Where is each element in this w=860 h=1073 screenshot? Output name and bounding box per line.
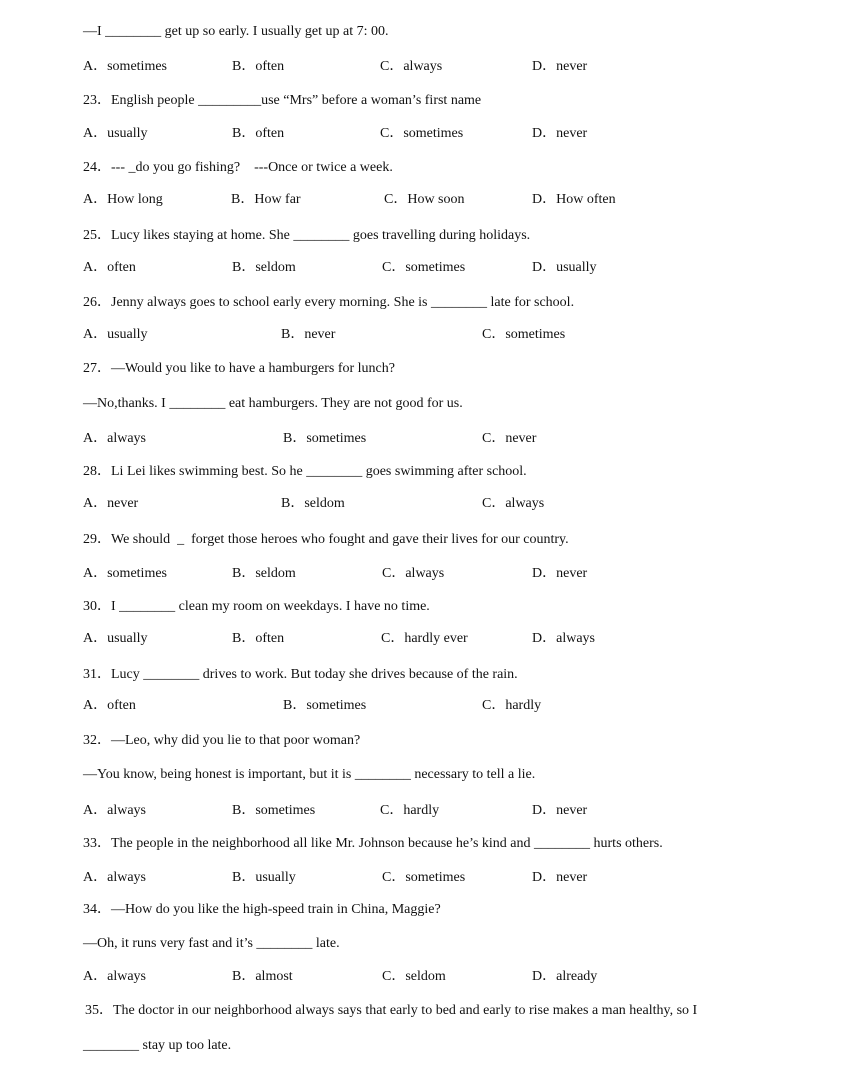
- option-b[interactable]: B．sometimes: [283, 431, 367, 446]
- options-32: [83, 802, 843, 820]
- option-b[interactable]: B．How far: [231, 192, 301, 207]
- question-30: 30．I ________ clean my room on weekdays. I have no time.: [83, 599, 430, 614]
- option-d[interactable]: D．never: [532, 870, 588, 885]
- option-b[interactable]: B．usually: [232, 870, 296, 885]
- option-a[interactable]: A．always: [83, 969, 146, 984]
- options-26: [83, 326, 843, 344]
- option-a[interactable]: A．always: [83, 803, 146, 818]
- option-c[interactable]: C．sometimes: [380, 126, 464, 141]
- option-a[interactable]: A．sometimes: [83, 59, 167, 74]
- option-a[interactable]: A．always: [83, 870, 146, 885]
- option-c[interactable]: C．always: [382, 566, 445, 581]
- option-b[interactable]: B．often: [232, 126, 285, 141]
- option-c[interactable]: C．never: [482, 431, 537, 446]
- option-d[interactable]: D．How often: [532, 192, 616, 207]
- option-a[interactable]: A．often: [83, 698, 136, 713]
- question-23: 23．English people _________use “Mrs” before a woman’s first name: [83, 93, 482, 108]
- question-32-reply: —You know, being honest is important, but it is ________ necessary to tell a lie.: [83, 767, 536, 782]
- option-b[interactable]: B．sometimes: [283, 698, 367, 713]
- question-34-reply: —Oh, it runs very fast and it’s ________ late.: [83, 936, 340, 951]
- question-29: 29．We should _ forget those heroes who fought and gave their lives for our country.: [83, 532, 569, 547]
- option-b[interactable]: B．seldom: [232, 260, 296, 275]
- option-c[interactable]: C．sometimes: [382, 260, 466, 275]
- question-28: 28．Li Lei likes swimming best. So he ________ goes swimming after school.: [83, 464, 527, 479]
- option-b[interactable]: B．almost: [232, 969, 293, 984]
- options-31: [83, 697, 843, 715]
- option-a[interactable]: A．usually: [83, 126, 148, 141]
- option-a[interactable]: A．How long: [83, 192, 163, 207]
- question-27: 27．—Would you like to have a hamburgers for lunch?: [83, 361, 395, 376]
- option-b[interactable]: B．often: [232, 631, 285, 646]
- option-b[interactable]: B．seldom: [232, 566, 296, 581]
- question-32: 32．—Leo, why did you lie to that poor woman?: [83, 733, 361, 748]
- question-26: 26．Jenny always goes to school early every morning. She is ________ late for school.: [83, 295, 575, 310]
- options-33: [83, 869, 843, 887]
- options-27: [83, 430, 843, 448]
- option-b[interactable]: B．seldom: [281, 496, 345, 511]
- question-31: 31．Lucy ________ drives to work. But today she drives because of the rain.: [83, 667, 518, 682]
- question-24: 24．--- _do you go fishing? ---Once or twice a week.: [83, 160, 393, 175]
- options-23: [83, 125, 843, 143]
- option-d[interactable]: D．never: [532, 126, 588, 141]
- option-c[interactable]: C．seldom: [382, 969, 446, 984]
- option-a[interactable]: A．never: [83, 496, 139, 511]
- option-a[interactable]: A．usually: [83, 631, 148, 646]
- question-27-reply: —No,thanks. I ________ eat hamburgers. They are not good for us.: [83, 396, 463, 411]
- option-a[interactable]: A．usually: [83, 327, 148, 342]
- option-d[interactable]: D．usually: [532, 260, 597, 275]
- option-d[interactable]: D．never: [532, 803, 588, 818]
- question-34: 34．—How do you like the high-speed train in China, Maggie?: [83, 902, 441, 917]
- option-b[interactable]: B．sometimes: [232, 803, 316, 818]
- options-29: [83, 565, 843, 583]
- option-c[interactable]: C．sometimes: [382, 870, 466, 885]
- options-24: [83, 191, 843, 209]
- option-c[interactable]: C．How soon: [384, 192, 465, 207]
- option-d[interactable]: D．never: [532, 59, 588, 74]
- question-35: 35．The doctor in our neighborhood always says that early to bed and early to rise makes a man healthy, so I: [85, 1003, 698, 1018]
- options-28: [83, 495, 843, 513]
- option-d[interactable]: D．already: [532, 969, 598, 984]
- question-22-reply: —I ________ get up so early. I usually get up at 7: 00.: [83, 24, 389, 39]
- option-c[interactable]: C．hardly: [380, 803, 440, 818]
- options-30: [83, 630, 843, 648]
- option-b[interactable]: B．never: [281, 327, 336, 342]
- option-d[interactable]: D．always: [532, 631, 595, 646]
- options-25: [83, 259, 843, 277]
- question-25: 25．Lucy likes staying at home. She ________ goes travelling during holidays.: [83, 228, 531, 243]
- option-c[interactable]: C．always: [380, 59, 443, 74]
- option-a[interactable]: A．always: [83, 431, 146, 446]
- option-c[interactable]: C．hardly: [482, 698, 542, 713]
- question-33: 33．The people in the neighborhood all like Mr. Johnson because he’s kind and ________ hurts others.: [83, 836, 663, 851]
- option-c[interactable]: C．hardly ever: [381, 631, 468, 646]
- option-a[interactable]: A．often: [83, 260, 136, 275]
- options-22: [83, 58, 843, 76]
- option-c[interactable]: C．always: [482, 496, 545, 511]
- options-34: [83, 968, 843, 986]
- option-a[interactable]: A．sometimes: [83, 566, 167, 581]
- option-c[interactable]: C．sometimes: [482, 327, 566, 342]
- option-b[interactable]: B．often: [232, 59, 285, 74]
- question-35-continuation: ________ stay up too late.: [83, 1038, 232, 1053]
- option-d[interactable]: D．never: [532, 566, 588, 581]
